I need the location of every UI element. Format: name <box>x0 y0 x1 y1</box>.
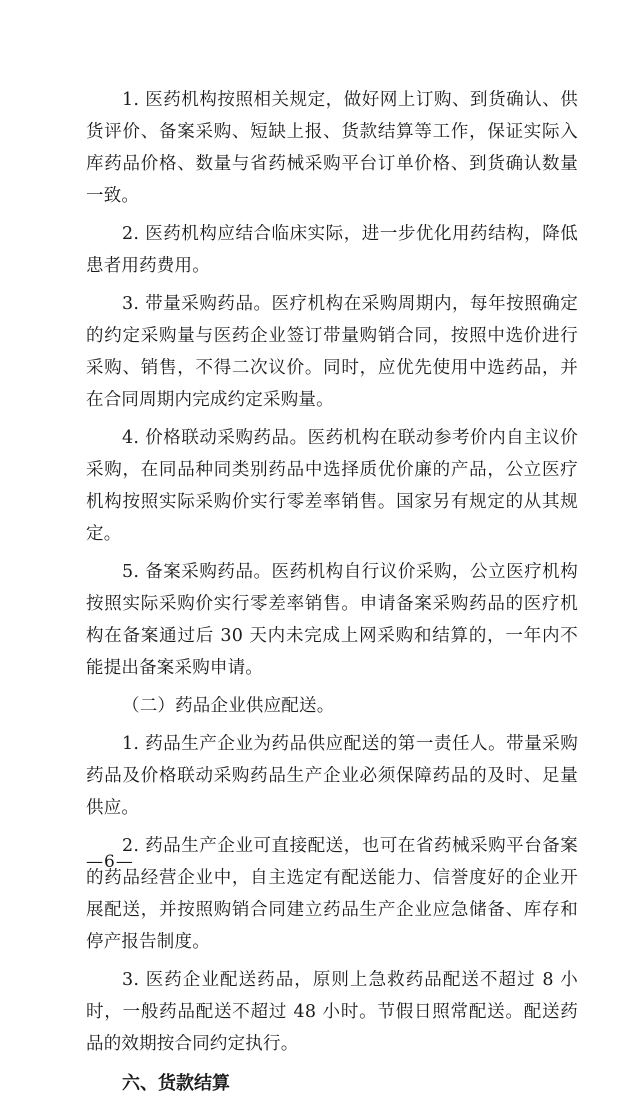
paragraph-item-3: 3. 带量采购药品。医疗机构在采购周期内，每年按照确定的约定采购量与医药企业签订带量购销合同，按照中选价进行采购、销售，不得二次议价。同时，应优先使用中选药品，并在合同周期内完成约定采购量。 <box>86 294 578 410</box>
paragraph-item-4: 4. 价格联动采购药品。医药机构在联动参考价内自主议价采购，在同品种同类别药品中选择质优价廉的产品，公立医疗机构按照实际采购价实行零差率销售。国家另有规定的从其规定。 <box>86 428 578 544</box>
document-body <box>86 84 578 1100</box>
paragraph-item-2: 2. 医药机构应结合临床实际，进一步优化用药结构，降低患者用药费用。 <box>86 224 578 276</box>
section-heading: 六、货款结算 <box>122 1073 230 1094</box>
page-number: —6— <box>86 852 134 872</box>
paragraph-item-5: 5. 备案采购药品。医药机构自行议价采购，公立医疗机构按照实际采购价实行零差率销售。申请备案采购药品的医疗机构在备案通过后 30 天内未完成上网采购和结算的，一年内不能提出备案采购申请。 <box>86 562 578 678</box>
supply-paragraph-2: 2. 药品生产企业可直接配送，也可在省药械采购平台备案的药品经营企业中，自主选定有配送能力、信誉度好的企业开展配送，并按照购销合同建立药品生产企业应急储备、库存和停产报告制度。 <box>86 836 578 952</box>
supply-paragraph-1: 1. 药品生产企业为药品供应配送的第一责任人。带量采购药品及价格联动采购药品生产企业必须保障药品的及时、足量供应。 <box>86 734 578 818</box>
subsection-title: （二）药品企业供应配送。 <box>122 696 335 716</box>
paragraph-item-1: 1. 医药机构按照相关规定，做好网上订购、到货确认、供货评价、备案采购、短缺上报、货款结算等工作，保证实际入库药品价格、数量与省药械采购平台订单价格、到货确认数量一致。 <box>86 90 578 206</box>
supply-paragraph-3: 3. 医药企业配送药品，原则上急救药品配送不超过 8 小时，一般药品配送不超过 48 小时。节假日照常配送。配送药品的效期按合同约定执行。 <box>86 970 578 1054</box>
